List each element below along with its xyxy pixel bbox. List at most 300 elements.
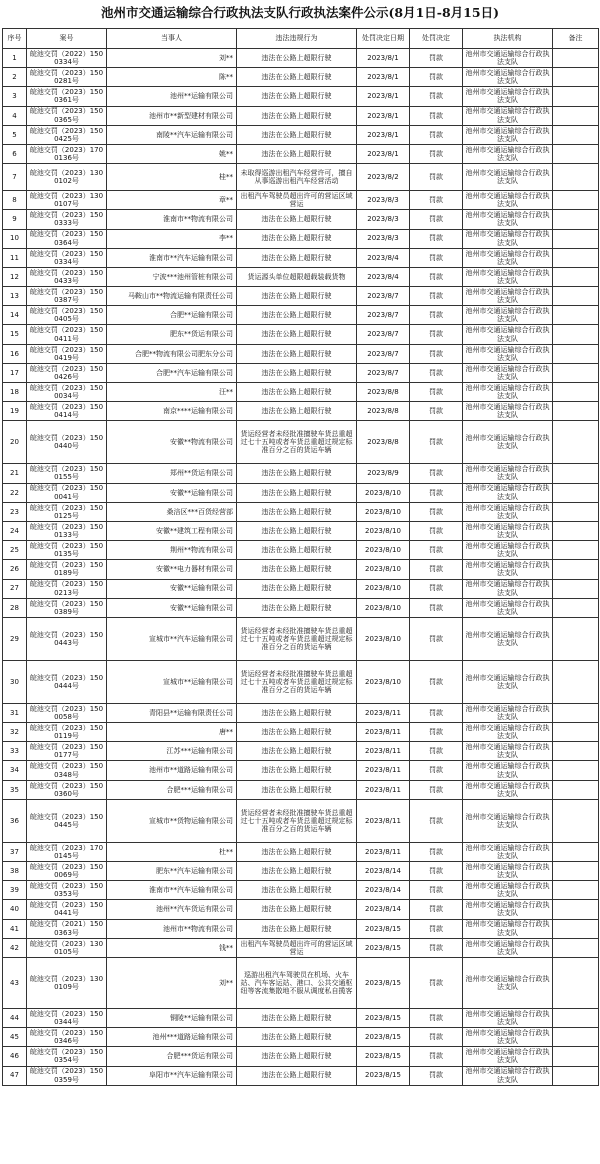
- cell-agency: 池州市交通运输综合行政执法支队: [463, 125, 553, 144]
- cell-date: 2023/8/2: [357, 164, 410, 191]
- cell-party: 桑涪区***百货经营部: [107, 502, 237, 521]
- cell-violation: 违法在公路上超限行驶: [237, 541, 357, 560]
- header-party: 当事人: [107, 29, 237, 49]
- cell-party: 阜阳市**汽车运输有限公司: [107, 1066, 237, 1085]
- cell-remark: [553, 87, 599, 106]
- cell-violation: 货运经营者未经批准擅驶车货总重超过七十五吨或者车货总重超过规定标准百分之百的货运车辆: [237, 799, 357, 842]
- cell-violation: 违法在公路上超限行驶: [237, 363, 357, 382]
- cell-party: 荆州**物流有限公司: [107, 541, 237, 560]
- cell-case-no: 皖池交罚（2023）1500133号: [27, 521, 107, 540]
- cell-decision: 罚款: [410, 502, 463, 521]
- cell-remark: [553, 383, 599, 402]
- case-table: [2, 28, 599, 1086]
- cell-date: 2023/8/10: [357, 483, 410, 502]
- cell-party: 章**: [107, 191, 237, 210]
- cell-date: 2023/8/11: [357, 723, 410, 742]
- cell-agency: 池州市交通运输综合行政执法支队: [463, 761, 553, 780]
- cell-case-no: 皖池交罚（2023）1500387号: [27, 287, 107, 306]
- cell-remark: [553, 560, 599, 579]
- cell-remark: [553, 723, 599, 742]
- cell-agency: 池州市交通运输综合行政执法支队: [463, 106, 553, 125]
- cell-violation: 违法在公路上超限行驶: [237, 1008, 357, 1027]
- cell-party: 刘**: [107, 957, 237, 1008]
- cell-date: 2023/8/10: [357, 617, 410, 660]
- cell-date: 2023/8/8: [357, 383, 410, 402]
- cell-seq: 14: [3, 306, 27, 325]
- table-row: [3, 900, 599, 919]
- cell-agency: 池州市交通运输综合行政执法支队: [463, 191, 553, 210]
- cell-decision: 罚款: [410, 938, 463, 957]
- cell-seq: 2: [3, 68, 27, 87]
- cell-agency: 池州市交通运输综合行政执法支队: [463, 938, 553, 957]
- cell-case-no: 皖池交罚（2023）1500411号: [27, 325, 107, 344]
- cell-party: 桂**: [107, 164, 237, 191]
- cell-agency: 池州市交通运输综合行政执法支队: [463, 87, 553, 106]
- cell-party: 安徽**运输有限公司: [107, 598, 237, 617]
- cell-date: 2023/8/11: [357, 761, 410, 780]
- cell-seq: 12: [3, 267, 27, 286]
- cell-date: 2023/8/15: [357, 919, 410, 938]
- cell-agency: 池州市交通运输综合行政执法支队: [463, 1066, 553, 1085]
- cell-date: 2023/8/1: [357, 106, 410, 125]
- cell-violation: 违法在公路上超限行驶: [237, 742, 357, 761]
- cell-agency: 池州市交通运输综合行政执法支队: [463, 862, 553, 881]
- cell-seq: 42: [3, 938, 27, 957]
- table-row: [3, 483, 599, 502]
- cell-violation: 出租汽车驾驶员超出许可的营运区域营运: [237, 191, 357, 210]
- cell-party: 宣城市**汽车运输有限公司: [107, 617, 237, 660]
- table-row: [3, 919, 599, 938]
- cell-decision: 罚款: [410, 402, 463, 421]
- cell-violation: 违法在公路上超限行驶: [237, 464, 357, 483]
- cell-decision: 罚款: [410, 363, 463, 382]
- table-row: [3, 164, 599, 191]
- cell-date: 2023/8/15: [357, 1066, 410, 1085]
- table-row: [3, 248, 599, 267]
- table-row: [3, 881, 599, 900]
- cell-agency: 池州市交通运输综合行政执法支队: [463, 703, 553, 722]
- cell-violation: 违法在公路上超限行驶: [237, 287, 357, 306]
- cell-decision: 罚款: [410, 210, 463, 229]
- cell-date: 2023/8/1: [357, 49, 410, 68]
- table-row: [3, 87, 599, 106]
- cell-decision: 罚款: [410, 521, 463, 540]
- cell-date: 2023/8/3: [357, 191, 410, 210]
- cell-date: 2023/8/10: [357, 541, 410, 560]
- cell-violation: 违法在公路上超限行驶: [237, 402, 357, 421]
- cell-violation: 巡游出租汽车驾驶员在机场、火车站、汽车客运站、港口、公共交通枢纽等客流集散地不服从调度私自揽客: [237, 957, 357, 1008]
- cell-party: 李**: [107, 229, 237, 248]
- cell-violation: 违法在公路上超限行驶: [237, 502, 357, 521]
- cell-violation: 违法在公路上超限行驶: [237, 780, 357, 799]
- cell-violation: 违法在公路上超限行驶: [237, 1047, 357, 1066]
- cell-remark: [553, 125, 599, 144]
- cell-agency: 池州市交通运输综合行政执法支队: [463, 483, 553, 502]
- cell-party: 肥东**货运有限公司: [107, 325, 237, 344]
- cell-party: 姚**: [107, 144, 237, 163]
- cell-agency: 池州市交通运输综合行政执法支队: [463, 900, 553, 919]
- cell-agency: 池州市交通运输综合行政执法支队: [463, 49, 553, 68]
- cell-seq: 35: [3, 780, 27, 799]
- table-row: [3, 49, 599, 68]
- cell-decision: 罚款: [410, 144, 463, 163]
- cell-decision: 罚款: [410, 1066, 463, 1085]
- cell-violation: 违法在公路上超限行驶: [237, 106, 357, 125]
- cell-seq: 6: [3, 144, 27, 163]
- cell-party: 宁波***池州管桩有限公司: [107, 267, 237, 286]
- cell-party: 钱**: [107, 938, 237, 957]
- cell-seq: 10: [3, 229, 27, 248]
- cell-remark: [553, 106, 599, 125]
- cell-agency: 池州市交通运输综合行政执法支队: [463, 464, 553, 483]
- cell-party: 刘**: [107, 49, 237, 68]
- cell-party: 池州市**道路运输有限公司: [107, 761, 237, 780]
- cell-violation: 违法在公路上超限行驶: [237, 68, 357, 87]
- cell-party: 合肥**物流有限公司肥东分公司: [107, 344, 237, 363]
- cell-date: 2023/8/10: [357, 502, 410, 521]
- cell-remark: [553, 799, 599, 842]
- table-row: [3, 1047, 599, 1066]
- table-row: [3, 780, 599, 799]
- cell-decision: 罚款: [410, 344, 463, 363]
- table-row: [3, 1008, 599, 1027]
- header-case-no: 案号: [27, 29, 107, 49]
- cell-seq: 15: [3, 325, 27, 344]
- cell-remark: [553, 780, 599, 799]
- cell-case-no: 皖池交罚（2023）1500346号: [27, 1028, 107, 1047]
- header-seq: 序号: [3, 29, 27, 49]
- cell-agency: 池州市交通运输综合行政执法支队: [463, 842, 553, 861]
- cell-agency: 池州市交通运输综合行政执法支队: [463, 799, 553, 842]
- cell-decision: 罚款: [410, 780, 463, 799]
- cell-case-no: 皖池交罚（2023）1500119号: [27, 723, 107, 742]
- cell-agency: 池州市交通运输综合行政执法支队: [463, 919, 553, 938]
- cell-agency: 池州市交通运输综合行政执法支队: [463, 383, 553, 402]
- cell-seq: 30: [3, 660, 27, 703]
- cell-date: 2023/8/10: [357, 660, 410, 703]
- cell-seq: 29: [3, 617, 27, 660]
- cell-violation: 出租汽车驾驶员超出许可的营运区域营运: [237, 938, 357, 957]
- cell-seq: 8: [3, 191, 27, 210]
- cell-agency: 池州市交通运输综合行政执法支队: [463, 723, 553, 742]
- cell-remark: [553, 164, 599, 191]
- cell-decision: 罚款: [410, 919, 463, 938]
- table-row: [3, 703, 599, 722]
- cell-seq: 27: [3, 579, 27, 598]
- cell-case-no: 皖池交罚（2023）1500359号: [27, 1066, 107, 1085]
- cell-violation: 货运经营者未经批准擅驶车货总重超过七十五吨或者车货总重超过规定标准百分之百的货运车辆: [237, 660, 357, 703]
- cell-seq: 4: [3, 106, 27, 125]
- cell-seq: 24: [3, 521, 27, 540]
- header-agency: 执法机构: [463, 29, 553, 49]
- cell-case-no: 皖池交罚（2023）1500348号: [27, 761, 107, 780]
- cell-decision: 罚款: [410, 761, 463, 780]
- cell-violation: 违法在公路上超限行驶: [237, 210, 357, 229]
- cell-case-no: 皖池交罚（2023）1700136号: [27, 144, 107, 163]
- cell-seq: 40: [3, 900, 27, 919]
- table-row: [3, 617, 599, 660]
- cell-agency: 池州市交通运输综合行政执法支队: [463, 660, 553, 703]
- cell-date: 2023/8/4: [357, 248, 410, 267]
- cell-decision: 罚款: [410, 723, 463, 742]
- cell-date: 2023/8/10: [357, 579, 410, 598]
- table-row: [3, 598, 599, 617]
- cell-agency: 池州市交通运输综合行政执法支队: [463, 1008, 553, 1027]
- cell-case-no: 皖池交罚（2021）1500363号: [27, 919, 107, 938]
- cell-date: 2023/8/4: [357, 267, 410, 286]
- cell-case-no: 皖池交罚（2023）1500364号: [27, 229, 107, 248]
- cell-agency: 池州市交通运输综合行政执法支队: [463, 402, 553, 421]
- cell-agency: 池州市交通运输综合行政执法支队: [463, 560, 553, 579]
- cell-case-no: 皖池交罚（2023）1500389号: [27, 598, 107, 617]
- cell-agency: 池州市交通运输综合行政执法支队: [463, 780, 553, 799]
- cell-case-no: 皖池交罚（2023）1500281号: [27, 68, 107, 87]
- table-row: [3, 799, 599, 842]
- table-row: [3, 421, 599, 464]
- cell-remark: [553, 703, 599, 722]
- table-row: [3, 287, 599, 306]
- cell-remark: [553, 483, 599, 502]
- cell-party: 淮南市**汽车运输有限公司: [107, 248, 237, 267]
- cell-seq: 21: [3, 464, 27, 483]
- cell-agency: 池州市交通运输综合行政执法支队: [463, 579, 553, 598]
- cell-decision: 罚款: [410, 191, 463, 210]
- cell-party: 马鞍山市**物流运输有限责任公司: [107, 287, 237, 306]
- cell-case-no: 皖池交罚（2023）1500433号: [27, 267, 107, 286]
- cell-seq: 46: [3, 1047, 27, 1066]
- cell-decision: 罚款: [410, 464, 463, 483]
- cell-date: 2023/8/1: [357, 68, 410, 87]
- cell-violation: 违法在公路上超限行驶: [237, 598, 357, 617]
- table-row: [3, 210, 599, 229]
- cell-case-no: 皖池交罚（2023）1300102号: [27, 164, 107, 191]
- cell-case-no: 皖池交罚（2023）1500405号: [27, 306, 107, 325]
- cell-party: 安徽**运输有限公司: [107, 483, 237, 502]
- cell-case-no: 皖池交罚（2023）1500125号: [27, 502, 107, 521]
- cell-seq: 39: [3, 881, 27, 900]
- table-row: [3, 383, 599, 402]
- cell-remark: [553, 938, 599, 957]
- cell-case-no: 皖池交罚（2023）1500334号: [27, 248, 107, 267]
- header-row: [3, 29, 599, 49]
- cell-remark: [553, 881, 599, 900]
- cell-party: 郑州**货运有限公司: [107, 464, 237, 483]
- cell-case-no: 皖池交罚（2023）1500177号: [27, 742, 107, 761]
- cell-seq: 43: [3, 957, 27, 1008]
- table-row: [3, 761, 599, 780]
- header-date: 处罚决定日期: [357, 29, 410, 49]
- cell-remark: [553, 248, 599, 267]
- cell-violation: 违法在公路上超限行驶: [237, 344, 357, 363]
- cell-decision: 罚款: [410, 842, 463, 861]
- cell-remark: [553, 210, 599, 229]
- cell-seq: 47: [3, 1066, 27, 1085]
- cell-party: 南京****运输有限公司: [107, 402, 237, 421]
- cell-agency: 池州市交通运输综合行政执法支队: [463, 617, 553, 660]
- cell-decision: 罚款: [410, 1028, 463, 1047]
- cell-decision: 罚款: [410, 49, 463, 68]
- cell-seq: 20: [3, 421, 27, 464]
- cell-agency: 池州市交通运输综合行政执法支队: [463, 421, 553, 464]
- cell-party: 陈**: [107, 68, 237, 87]
- cell-violation: 违法在公路上超限行驶: [237, 306, 357, 325]
- cell-violation: 违法在公路上超限行驶: [237, 1066, 357, 1085]
- cell-case-no: 皖池交罚（2023）1500444号: [27, 660, 107, 703]
- cell-case-no: 皖池交罚（2022）1500334号: [27, 49, 107, 68]
- cell-case-no: 皖池交罚（2023）1700145号: [27, 842, 107, 861]
- cell-remark: [553, 191, 599, 210]
- cell-date: 2023/8/15: [357, 938, 410, 957]
- cell-case-no: 皖池交罚（2023）1500360号: [27, 780, 107, 799]
- cell-remark: [553, 660, 599, 703]
- cell-violation: 违法在公路上超限行驶: [237, 842, 357, 861]
- cell-violation: 违法在公路上超限行驶: [237, 521, 357, 540]
- cell-decision: 罚款: [410, 383, 463, 402]
- cell-agency: 池州市交通运输综合行政执法支队: [463, 1047, 553, 1066]
- cell-remark: [553, 68, 599, 87]
- cell-remark: [553, 1066, 599, 1085]
- cell-date: 2023/8/11: [357, 799, 410, 842]
- cell-date: 2023/8/14: [357, 862, 410, 881]
- cell-remark: [553, 957, 599, 1008]
- cell-date: 2023/8/10: [357, 598, 410, 617]
- cell-date: 2023/8/7: [357, 344, 410, 363]
- cell-case-no: 皖池交罚（2023）1500041号: [27, 483, 107, 502]
- table-row: [3, 938, 599, 957]
- cell-case-no: 皖池交罚（2023）1500426号: [27, 363, 107, 382]
- cell-party: 杜**: [107, 842, 237, 861]
- cell-date: 2023/8/9: [357, 464, 410, 483]
- cell-seq: 7: [3, 164, 27, 191]
- cell-remark: [553, 229, 599, 248]
- cell-agency: 池州市交通运输综合行政执法支队: [463, 1028, 553, 1047]
- cell-seq: 38: [3, 862, 27, 881]
- cell-remark: [553, 402, 599, 421]
- cell-remark: [553, 502, 599, 521]
- cell-violation: 违法在公路上超限行驶: [237, 144, 357, 163]
- cell-violation: 违法在公路上超限行驶: [237, 919, 357, 938]
- cell-case-no: 皖池交罚（2023）1500155号: [27, 464, 107, 483]
- cell-seq: 11: [3, 248, 27, 267]
- cell-decision: 罚款: [410, 703, 463, 722]
- cell-date: 2023/8/1: [357, 125, 410, 144]
- table-row: [3, 560, 599, 579]
- cell-seq: 28: [3, 598, 27, 617]
- cell-remark: [553, 49, 599, 68]
- cell-remark: [553, 919, 599, 938]
- table-row: [3, 325, 599, 344]
- cell-seq: 9: [3, 210, 27, 229]
- header-remark: 备注: [553, 29, 599, 49]
- cell-remark: [553, 464, 599, 483]
- cell-violation: 货运源头单位超限超载装载货物: [237, 267, 357, 286]
- cell-decision: 罚款: [410, 900, 463, 919]
- table-row: [3, 957, 599, 1008]
- cell-decision: 罚款: [410, 325, 463, 344]
- cell-date: 2023/8/11: [357, 742, 410, 761]
- cell-agency: 池州市交通运输综合行政执法支队: [463, 164, 553, 191]
- table-row: [3, 144, 599, 163]
- cell-decision: 罚款: [410, 1047, 463, 1066]
- cell-agency: 池州市交通运输综合行政执法支队: [463, 502, 553, 521]
- cell-party: 合肥***运输有限公司: [107, 780, 237, 799]
- cell-decision: 罚款: [410, 483, 463, 502]
- table-row: [3, 842, 599, 861]
- cell-decision: 罚款: [410, 1008, 463, 1027]
- header-decision: 处罚决定: [410, 29, 463, 49]
- header-violation: 违法违规行为: [237, 29, 357, 49]
- table-row: [3, 402, 599, 421]
- cell-seq: 34: [3, 761, 27, 780]
- cell-date: 2023/8/7: [357, 287, 410, 306]
- cell-case-no: 皖池交罚（2023）1500213号: [27, 579, 107, 598]
- cell-seq: 25: [3, 541, 27, 560]
- cell-party: 合肥**运输有限公司: [107, 306, 237, 325]
- cell-date: 2023/8/3: [357, 229, 410, 248]
- cell-violation: 违法在公路上超限行驶: [237, 229, 357, 248]
- cell-seq: 3: [3, 87, 27, 106]
- cell-violation: 违法在公路上超限行驶: [237, 383, 357, 402]
- table-row: [3, 267, 599, 286]
- cell-case-no: 皖池交罚（2023）1500425号: [27, 125, 107, 144]
- cell-seq: 44: [3, 1008, 27, 1027]
- page-title: 池州市交通运输综合行政执法支队行政执法案件公示(8月1日-8月15日): [100, 5, 499, 20]
- cell-party: 池州市**新型建材有限公司: [107, 106, 237, 125]
- cell-party: 池州**运输有限公司: [107, 87, 237, 106]
- cell-remark: [553, 521, 599, 540]
- cell-party: 池州***道路运输有限公司: [107, 1028, 237, 1047]
- cell-agency: 池州市交通运输综合行政执法支队: [463, 521, 553, 540]
- table-row: [3, 363, 599, 382]
- cell-party: 合肥***货运有限公司: [107, 1047, 237, 1066]
- cell-violation: 违法在公路上超限行驶: [237, 325, 357, 344]
- cell-decision: 罚款: [410, 106, 463, 125]
- cell-case-no: 皖池交罚（2023）1500354号: [27, 1047, 107, 1066]
- cell-decision: 罚款: [410, 799, 463, 842]
- cell-date: 2023/8/1: [357, 144, 410, 163]
- cell-date: 2023/8/11: [357, 842, 410, 861]
- cell-case-no: 皖池交罚（2023）1500058号: [27, 703, 107, 722]
- cell-party: 汪**: [107, 383, 237, 402]
- cell-violation: 货运经营者未经批准擅驶车货总重超过七十五吨或者车货总重超过规定标准百分之百的货运车辆: [237, 617, 357, 660]
- cell-case-no: 皖池交罚（2023）1500414号: [27, 402, 107, 421]
- cell-remark: [553, 842, 599, 861]
- table-row: [3, 125, 599, 144]
- cell-party: 青阳县**运输有限责任公司: [107, 703, 237, 722]
- cell-party: 安徽**电力器材有限公司: [107, 560, 237, 579]
- cell-case-no: 皖池交罚（2023）1300107号: [27, 191, 107, 210]
- cell-decision: 罚款: [410, 598, 463, 617]
- cell-violation: 违法在公路上超限行驶: [237, 703, 357, 722]
- cell-agency: 池州市交通运输综合行政执法支队: [463, 229, 553, 248]
- cell-date: 2023/8/10: [357, 521, 410, 540]
- cell-agency: 池州市交通运输综合行政执法支队: [463, 267, 553, 286]
- cell-seq: 45: [3, 1028, 27, 1047]
- cell-decision: 罚款: [410, 421, 463, 464]
- cell-violation: 违法在公路上超限行驶: [237, 723, 357, 742]
- cell-remark: [553, 306, 599, 325]
- cell-party: 肥东**汽车运输有限公司: [107, 862, 237, 881]
- table-row: [3, 541, 599, 560]
- cell-decision: 罚款: [410, 862, 463, 881]
- table-row: [3, 229, 599, 248]
- cell-seq: 23: [3, 502, 27, 521]
- cell-decision: 罚款: [410, 267, 463, 286]
- cell-case-no: 皖池交罚（2023）1300109号: [27, 957, 107, 1008]
- cell-date: 2023/8/15: [357, 1008, 410, 1027]
- table-row: [3, 660, 599, 703]
- cell-case-no: 皖池交罚（2023）1500069号: [27, 862, 107, 881]
